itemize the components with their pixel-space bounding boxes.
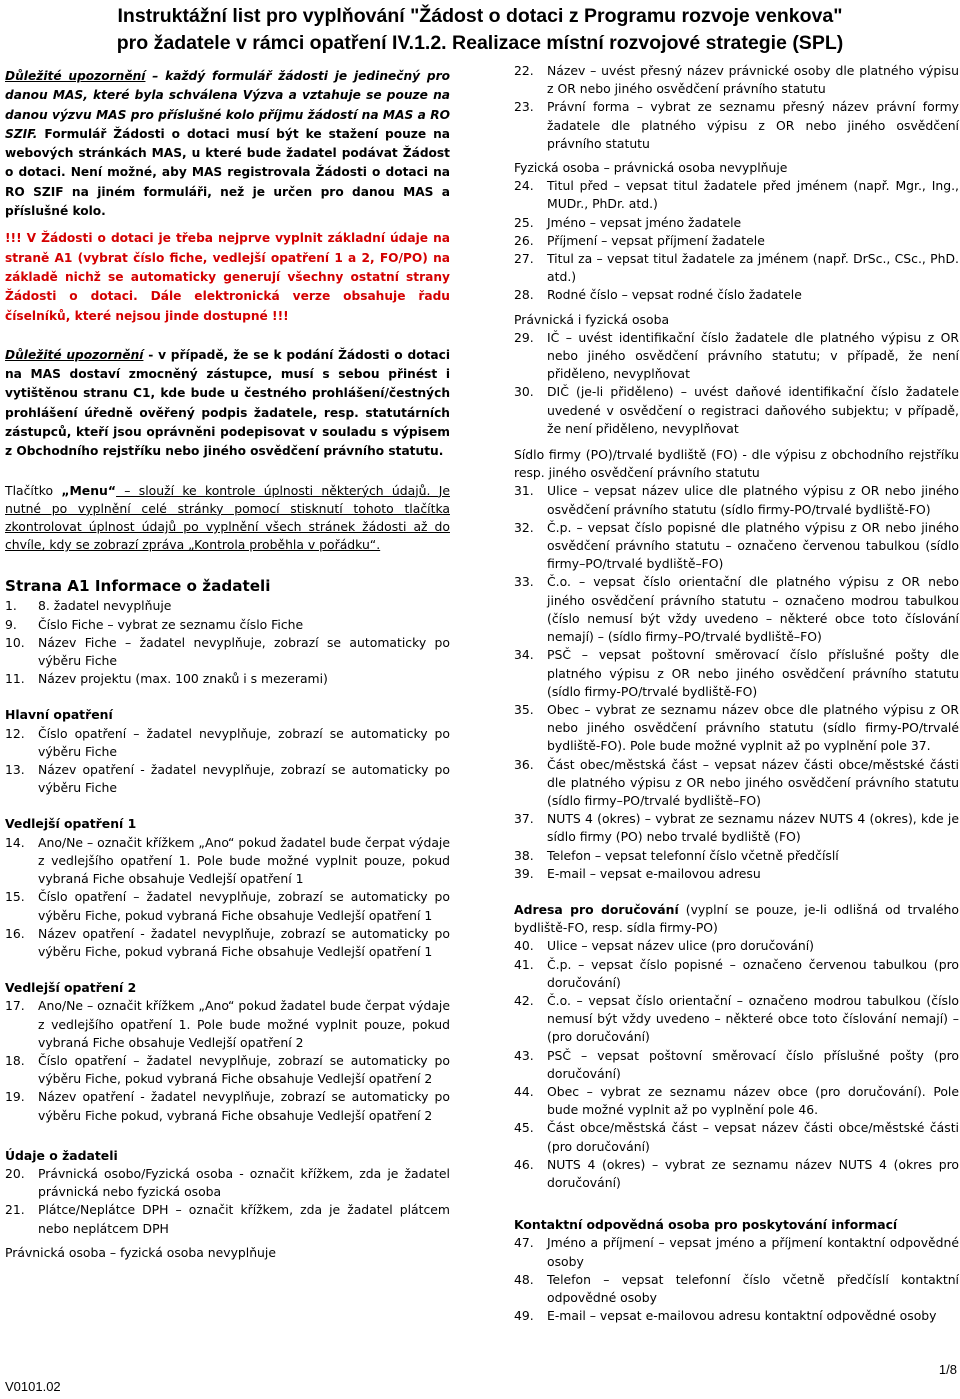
list-item [5,670,450,688]
item-number: 39. [514,865,534,881]
list-item [5,1088,450,1124]
subheading-both-persons: Právnická i fyzická osoba [514,311,670,327]
item-number: 30. [514,384,534,400]
list-item [5,634,450,670]
item-number: 34. [514,647,534,663]
item-number: 11. [5,671,25,687]
list-item [514,646,959,701]
item-number: 20. [5,1165,25,1181]
item-text: Číslo opatření – žadatel nevyplňuje, zobrazí se automaticky po výběru Fiche, pokud vybraná Fiche obsahuje Vedlejší opatření 2 [38,1052,450,1087]
item-number: 32. [514,519,534,535]
notice-text-italic: – každý formulář žádosti je jedinečný pro danou MAS, které byla schválena Výzva a vztahuje se pouze na danou výzvu MAS pro příslušné kolo příjmu žádostí na MAS a RO SZIF. [5,69,451,141]
item-text: Ulice – vepsat název ulice dle platného výpisu z OR nebo jiného osvědčení právního statutu (sídlo firmy-PO/trvalé bydliště-FO) [547,483,959,517]
menu-text-underlined: – slouží ke kontrole úplnosti některých údajů. Je nutné po vyplnění celé stránky pomocí stisknutí tohoto tlačítka zkontrolovat úplnost údajů po vyplnění všech stránek žádosti až do chvíle, kdy se zobrazí zpráva „Kontrola proběhla v pořádku“. [5,482,450,553]
list-item [514,177,959,213]
item-number: 38. [514,847,534,863]
legal-person-note: Právnická osoba – fyzická osoba nevyplňuje [5,1244,276,1260]
item-text: Název projektu (max. 100 znaků i s mezerami) [38,671,328,687]
item-text: Číslo Fiche – vybrat ze seznamu číslo Fiche [38,616,304,632]
subheading-natural-person: Fyzická osoba – právnická osoba nevyplňuje [514,160,788,176]
right-column [514,62,959,1325]
list-item [514,810,959,846]
list-item [5,1052,450,1088]
list-contact [514,1234,959,1325]
list-item [514,286,959,304]
item-number: 46. [514,1156,534,1172]
list-item [514,956,959,992]
menu-button-name: „Menu“ [61,482,116,498]
list-item [5,725,450,761]
item-text: NUTS 4 (okres) – vybrat ze seznamu název NUTS 4 (okres), kde je sídlo firmy (PO) nebo trvalé bydliště (FO) [547,811,959,845]
list-item [514,1234,959,1270]
list-item [514,1083,959,1119]
list-secondary-2 [5,997,450,1124]
item-text: PSČ – vepsat poštovní směrovací číslo příslušné pošty (pro doručování) [547,1047,959,1081]
item-number: 27. [514,251,534,267]
list-item [5,1201,450,1237]
delivery-address-intro [514,901,959,937]
item-text: Název opatření - žadatel nevyplňuje, zobrazí se automaticky po výběru Fiche pokud, vybraná Fiche obsahuje Vedlejší opatření 2 [38,1089,450,1123]
menu-text-prefix: Tlačítko [5,482,62,498]
item-text: Ano/Ne – označit křížkem „Ano“ pokud žadatel bude čerpat výdaje z vedlejšího opatření 1. Pole bude možné vyplnit pouze, pokud vybraná Fiche obsahuje Vedlejší opatření 1 [38,834,450,887]
item-number: 36. [514,756,534,772]
item-text: Část obce/městská část – vepsat název části obce/městské části (pro doručování) [547,1120,959,1154]
list-item [514,250,959,286]
item-text: Jméno a příjmení – vepsat jméno a příjmení kontaktní odpovědné osoby [547,1235,959,1269]
item-number: 13. [5,762,25,778]
version-label: V0101.02 [5,1379,61,1394]
item-text: Titul před – vepsat titul žadatele před jménem (např. Mgr., Ing., MUDr., PhDr. atd.) [547,178,959,212]
item-number: 9. [5,616,17,632]
item-text: 8. žadatel nevyplňuje [38,598,172,614]
list-item [514,992,959,1047]
item-number: 44. [514,1083,534,1099]
list-item [514,98,959,153]
item-text: E-mail – vepsat e-mailovou adresu kontaktní odpovědné osoby [547,1308,937,1324]
list-item [514,519,959,574]
item-number: 41. [514,956,534,972]
item-text: PSČ – vepsat poštovní směrovací číslo příslušné pošty dle platného výpisu z OR nebo jiného osvědčení právního statutu (sídlo firmy-PO/trvalé bydliště-FO) [547,647,959,699]
list-registered-office [514,482,959,882]
item-text: E-mail – vepsat e-mailovou adresu [547,865,761,881]
list-item [514,482,959,518]
item-text: Titul za – vepsat titul žadatele za jménem (např. DrSc., CSc., PhD. atd.) [547,251,959,285]
section-heading-secondary-1: Vedlejší opatření 1 [5,816,137,832]
item-number: 31. [514,483,534,499]
item-number: 1. [5,598,17,614]
item-text: Obec – vybrat ze seznamu název obce (pro doručování). Pole bude možné vyplnit až po vyplnění pole 46. [547,1083,959,1118]
item-number: 17. [5,998,25,1014]
list-item [5,888,450,924]
list-item [514,1047,959,1083]
list-item [5,834,450,889]
list-item [514,1307,959,1325]
item-text: Název opatření - žadatel nevyplňuje, zobrazí se automaticky po výběru Fiche [38,762,450,796]
important-notice-2: !!! V Žádosti o dotaci je třeba nejprve vyplnit základní údaje na straně A1 (vybrat číslo fiche, vedlejší opatření 1 a 2, FO/PO) na základě nichž se automaticky generují všechny ostatní strany Žádosti o dotaci. Dále elektronická verze obsahuje řadu číselníků, které nejsou jinde dostupné !!! [5,231,450,323]
document-title [0,3,960,57]
notice-text: - v případě, že se k podání Žádosti o dotaci na MAS dostaví zmocněný zástupce, musí s sebou přinést i vytištěnou stranu C1, kde bude u čestného prohlášení/čestných prohlášení úředně ověřený podpis žadatele, resp. statutárních zástupců, kteří jsou oprávněni podepisovat v souladu s výpisem z Obchodního rejstříku nebo jiného osvědčení právního statutu. [5,347,450,459]
item-text: Číslo opatření – žadatel nevyplňuje, zobrazí se automaticky po výběru Fiche, pokud vybraná Fiche obsahuje Vedlejší opatření 1 [38,889,450,923]
list-item [514,232,959,250]
list-applicant-data [5,1165,450,1238]
notice-label: Důležité upozornění [5,69,146,83]
item-text: Příjmení – vepsat příjmení žadatele [547,232,765,248]
item-text: IČ – uvést identifikační číslo žadatele dle platného výpisu z OR nebo jiného osvědčení právního statutu; v případě, že není přiděleno, nevyplňovat [547,329,959,382]
item-text: Č.o. – vepsat číslo orientační dle platného výpisu z OR nebo jiného osvědčení právního statutu – označeno modrou tabulkou (číslo nemusí být vždy uvedeno – některé obce toto číslování nemají) – (sídlo firmy–PO/trvalé bydliště–FO) [547,574,959,645]
item-text: Právní forma – vybrat ze seznamu přesný název právní formy žadatele dle platného výpisu z OR nebo jiného osvědčení právního statutu [547,99,959,151]
item-text: Název – uvést přesný název právnické osoby dle platného výpisu z OR nebo jiného osvědčení právního statutu [547,63,959,97]
list-item [514,865,959,883]
list-both-persons [514,329,959,438]
section-heading-main-measure: Hlavní opatření [5,707,113,723]
page-number: 1/8 [938,1362,957,1377]
item-number: 23. [514,99,534,115]
item-text: Telefon – vepsat telefonní číslo včetně předčíslí [547,847,839,863]
list-main-measure [5,725,450,798]
title-line-1: Instruktážní list pro vyplňování "Žádost o dotaci z Programu rozvoje venkova" [117,5,843,27]
list-item [514,62,959,98]
item-text: Obec – vybrat ze seznamu název obce dle platného výpisu z OR nebo jiného osvědčení právního statutu (sídlo firmy-PO/trvalé bydliště-FO). Pole bude možné vyplnit až po vyplnění pole 37. [547,701,959,754]
section-heading-contact: Kontaktní odpovědná osoba pro poskytování informací [514,1217,898,1233]
list-secondary-1 [5,834,450,961]
item-text: Ulice – vepsat název ulice (pro doručování) [547,938,814,954]
important-notice-1 [5,67,450,221]
list-item [5,761,450,797]
item-number: 21. [5,1202,25,1218]
item-number: 37. [514,811,534,827]
item-number: 24. [514,178,534,194]
item-number: 47. [514,1235,534,1251]
title-line-2: pro žadatele v rámci opatření IV.1.2. Realizace místní rozvojové strategie (SPL) [116,32,844,54]
list-item [514,1119,959,1155]
list-legal-entity [514,62,959,153]
list-item [5,997,450,1052]
item-number: 29. [514,329,534,345]
delivery-address-text: (vyplní se pouze, je-li odlišná od trvalého bydliště-FO, resp. sídla firmy-PO) [514,901,959,936]
item-text: Č.o. – vepsat číslo orientační – označeno modrou tabulkou (číslo nemusí být vždy uvedeno – některé obce toto číslování nemají) – (pro doručování) [547,992,959,1045]
item-number: 16. [5,925,25,941]
item-number: 15. [5,889,25,905]
item-number: 48. [514,1271,534,1287]
list-delivery-address [514,937,959,1192]
list-item [514,214,959,232]
item-number: 18. [5,1052,25,1068]
item-number: 45. [514,1120,534,1136]
list-item [514,937,959,955]
item-number: 12. [5,725,25,741]
item-text: Telefon – vepsat telefonní číslo včetně předčíslí kontaktní odpovědné osoby [547,1271,959,1305]
important-notice-3 [5,346,450,462]
list-item [514,847,959,865]
list-item [514,756,959,811]
item-number: 14. [5,834,25,850]
list-item [514,1156,959,1192]
section-heading-applicant-data: Údaje o žadateli [5,1147,118,1163]
subheading-registered-office: Sídlo firmy (PO)/trvalé bydliště (FO) - dle výpisu z obchodního rejstříku resp. jiného osvědčení právního statutu [514,447,959,481]
list-item [5,616,450,634]
item-text: Jméno – vepsat jméno žadatele [547,214,742,230]
item-text: Č.p. – vepsat číslo popisné dle platného výpisu z OR nebo jiného osvědčení právního statutu – označeno červenou tabulkou (sídlo firmy–PO/trvalé bydliště–FO) [547,519,959,572]
notice-text-bold: Formulář Žádosti o dotaci musí být ke stažení pouze na webových stránkách MAS, u které bude žadatel podávat Žádost o dotaci. Není možné, aby MAS registrovala Žádosti o dotaci na RO SZIF na jiném formuláři, než je určen pro danou MAS a příslušné kolo. [5,126,450,219]
list-item [514,573,959,646]
item-number: 19. [5,1089,25,1105]
item-text: Č.p. – vepsat číslo popisné – označeno červenou tabulkou (pro doručování) [547,956,959,990]
section-heading-secondary-2: Vedlejší opatření 2 [5,980,137,996]
list-item [514,383,959,438]
item-number: 42. [514,992,534,1008]
item-number: 10. [5,634,25,650]
item-text: NUTS 4 (okres) – vybrat ze seznamu název NUTS 4 (okres pro doručování) [547,1156,959,1190]
item-number: 43. [514,1047,534,1063]
item-number: 28. [514,287,534,303]
item-text: Ano/Ne – označit křížkem „Ano“ pokud žadatel bude čerpat výdaje z vedlejšího opatření 1. Pole bude možné vyplnit pouze, pokud vybraná Fiche obsahuje Vedlejší opatření 2 [38,998,450,1050]
item-number: 25. [514,214,534,230]
item-text: Rodné číslo – vepsat rodné číslo žadatele [547,287,802,303]
item-number: 22. [514,63,534,78]
item-number: 49. [514,1308,534,1324]
list-item [5,1165,450,1201]
list-natural-person [514,177,959,304]
list-item [514,329,959,384]
item-number: 35. [514,701,534,717]
item-text: DIČ (je-li přiděleno) – uvést daňové identifikační číslo žadatele uvedené v osvědčení o registraci daňového subjektu; v případě, že není přiděleno, nevyplňovat [547,384,959,436]
list-a1 [5,597,450,688]
item-number: 33. [514,574,534,590]
menu-button-instruction [5,482,450,555]
notice-label: Důležité upozornění [5,347,144,362]
section-heading-a1: Strana A1 Informace o žadateli [5,577,271,596]
left-column [5,62,450,1262]
list-item [5,597,450,615]
delivery-address-label: Adresa pro doručování [514,901,679,917]
item-text: Právnická osobo/Fyzická osoba - označit křížkem, zda je žadatel právnická nebo fyzická osoba [38,1165,450,1200]
list-item [514,701,959,756]
list-item [5,925,450,961]
item-text: Plátce/Neplátce DPH – označit křížkem, zda je žadatel plátcem nebo neplátcem DPH [38,1202,450,1236]
item-text: Název Fiche – žadatel nevyplňuje, zobrazí se automaticky po výběru Fiche [38,634,450,669]
item-text: Název opatření - žadatel nevyplňuje, zobrazí se automaticky po výběru Fiche, pokud vybraná Fiche obsahuje Vedlejší opatření 1 [38,925,450,959]
item-text: Číslo opatření – žadatel nevyplňuje, zobrazí se automaticky po výběru Fiche [38,725,450,759]
list-item [514,1271,959,1307]
item-number: 26. [514,232,534,248]
item-number: 40. [514,938,534,954]
item-text: Část obec/městská část – vepsat název části obce/městské části dle platného výpisu z OR nebo jiného osvědčení právního statutu (sídlo firmy–PO/trvalé bydliště–FO) [547,756,959,808]
